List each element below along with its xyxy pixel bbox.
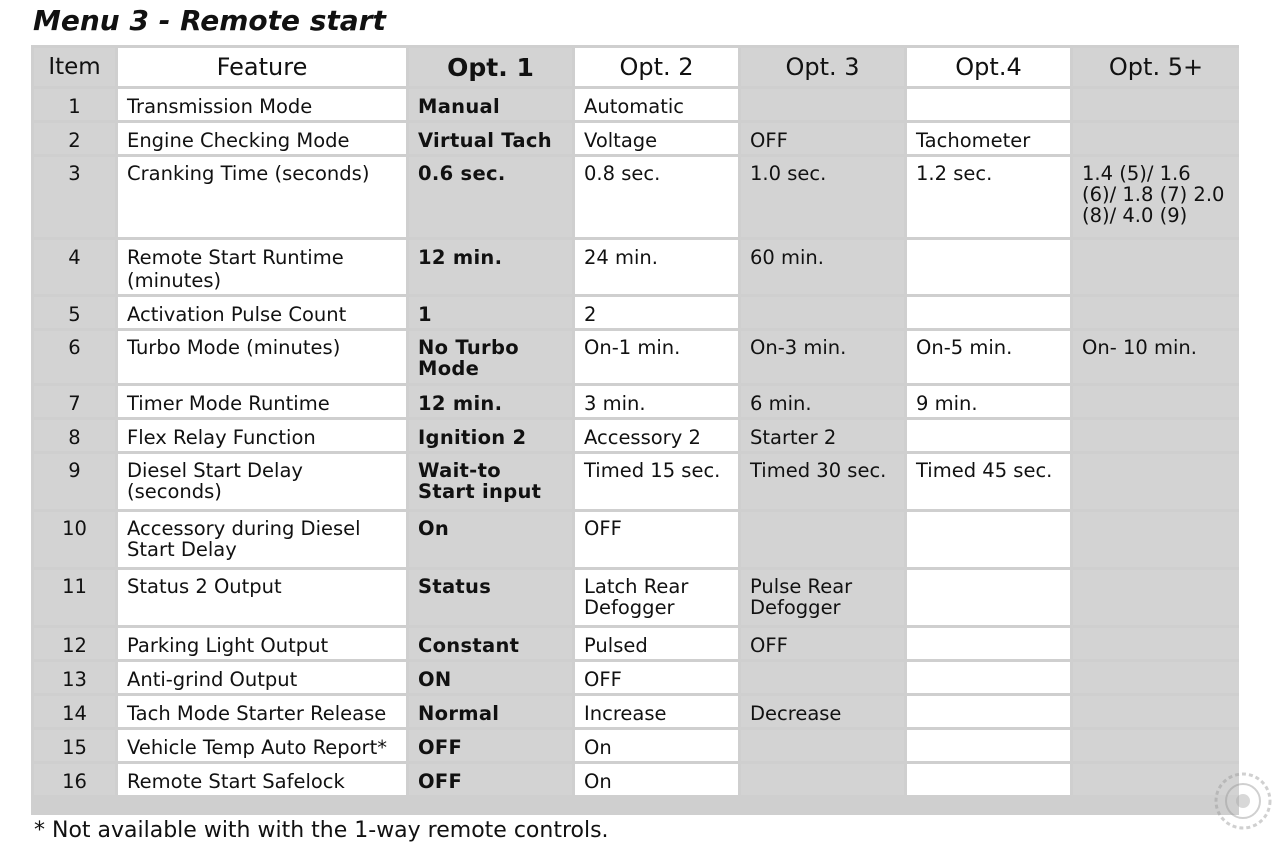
header-item: Item (34, 48, 115, 86)
footnote: * Not available with with the 1-way remote controls. (34, 818, 609, 843)
cell-opt4: 9 min. (907, 386, 1070, 417)
cell-opt3 (741, 297, 904, 328)
table-row (34, 420, 1239, 451)
cell-opt4 (907, 662, 1070, 693)
cell-opt5 (1073, 123, 1239, 154)
cell-feature: Flex Relay Function (118, 420, 406, 451)
cell-opt3 (741, 662, 904, 693)
cell-item: 16 (34, 764, 115, 795)
cell-feature: Diesel Start Delay (seconds) (118, 454, 406, 509)
cell-item: 9 (34, 454, 115, 509)
table-row (34, 157, 1239, 237)
table-row (34, 512, 1239, 567)
cell-item: 12 (34, 628, 115, 659)
header-opt2: Opt. 2 (575, 48, 738, 86)
table-row (34, 240, 1239, 294)
cell-opt4 (907, 570, 1070, 625)
table-row (34, 123, 1239, 154)
cell-opt1: Wait-to Start input (409, 454, 572, 509)
cell-opt4: Timed 45 sec. (907, 454, 1070, 509)
cell-opt4 (907, 297, 1070, 328)
table-row (34, 454, 1239, 509)
header-feature: Feature (118, 48, 406, 86)
cell-item: 2 (34, 123, 115, 154)
cell-opt3: 6 min. (741, 386, 904, 417)
cell-opt4 (907, 628, 1070, 659)
cell-opt4 (907, 240, 1070, 294)
cell-opt2: OFF (575, 662, 738, 693)
cell-feature: Status 2 Output (118, 570, 406, 625)
cell-opt1: Manual (409, 89, 572, 120)
cell-opt2: Timed 15 sec. (575, 454, 738, 509)
cell-opt1: Virtual Tach (409, 123, 572, 154)
cell-opt1: Normal (409, 696, 572, 727)
page-title: Menu 3 - Remote start (33, 4, 386, 37)
header-opt3: Opt. 3 (741, 48, 904, 86)
cell-opt2: On-1 min. (575, 331, 738, 383)
cell-opt1: 1 (409, 297, 572, 328)
table-row (34, 764, 1239, 795)
cell-feature: Engine Checking Mode (118, 123, 406, 154)
cell-feature: Transmission Mode (118, 89, 406, 120)
cell-opt3 (741, 512, 904, 567)
cell-opt4 (907, 764, 1070, 795)
cell-opt4: On-5 min. (907, 331, 1070, 383)
cell-opt5 (1073, 662, 1239, 693)
cell-opt2: 3 min. (575, 386, 738, 417)
cell-feature: Turbo Mode (minutes) (118, 331, 406, 383)
table-row (34, 696, 1239, 727)
options-table-frame (31, 45, 1239, 815)
cell-feature: Accessory during Diesel Start Delay (118, 512, 406, 567)
table-row (34, 331, 1239, 383)
cell-opt2: Accessory 2 (575, 420, 738, 451)
cell-feature: Anti-grind Output (118, 662, 406, 693)
cell-item: 3 (34, 157, 115, 237)
cell-opt4: Tachometer (907, 123, 1070, 154)
cell-opt1: No Turbo Mode (409, 331, 572, 383)
table-row (34, 628, 1239, 659)
cell-feature: Remote Start Safelock (118, 764, 406, 795)
cell-feature: Remote Start Runtime (minutes) (118, 240, 406, 294)
cell-opt3: 1.0 sec. (741, 157, 904, 237)
cell-item: 6 (34, 331, 115, 383)
cell-opt2: 24 min. (575, 240, 738, 294)
cell-opt4 (907, 512, 1070, 567)
cell-opt2: OFF (575, 512, 738, 567)
cell-opt3 (741, 764, 904, 795)
cell-opt5: 1.4 (5)/ 1.6 (6)/ 1.8 (7) 2.0 (8)/ 4.0 (9) (1073, 157, 1239, 237)
cell-opt5 (1073, 386, 1239, 417)
cell-opt1: Status (409, 570, 572, 625)
cell-opt1: OFF (409, 730, 572, 761)
cell-opt1: On (409, 512, 572, 567)
cell-opt3 (741, 730, 904, 761)
cell-opt5: On- 10 min. (1073, 331, 1239, 383)
cell-item: 8 (34, 420, 115, 451)
cell-opt5 (1073, 240, 1239, 294)
cell-opt5 (1073, 570, 1239, 625)
cell-opt3: OFF (741, 123, 904, 154)
cell-opt1: 12 min. (409, 386, 572, 417)
table-row (34, 297, 1239, 328)
cell-opt5 (1073, 89, 1239, 120)
cell-feature: Vehicle Temp Auto Report* (118, 730, 406, 761)
cell-item: 13 (34, 662, 115, 693)
cell-opt1: OFF (409, 764, 572, 795)
cell-opt5 (1073, 297, 1239, 328)
cell-item: 5 (34, 297, 115, 328)
cell-opt4 (907, 696, 1070, 727)
table-row (34, 730, 1239, 761)
cell-opt1: 0.6 sec. (409, 157, 572, 237)
cell-opt2: On (575, 730, 738, 761)
cell-opt3: Timed 30 sec. (741, 454, 904, 509)
header-row (34, 48, 1239, 86)
cell-opt3: 60 min. (741, 240, 904, 294)
cell-opt2: On (575, 764, 738, 795)
cell-feature: Parking Light Output (118, 628, 406, 659)
cell-opt2: Latch Rear Defogger (575, 570, 738, 625)
cell-opt5 (1073, 628, 1239, 659)
cell-opt3: OFF (741, 628, 904, 659)
cell-item: 10 (34, 512, 115, 567)
cell-opt5 (1073, 730, 1239, 761)
cell-opt1: ON (409, 662, 572, 693)
table-row (34, 89, 1239, 120)
table-row (34, 570, 1239, 625)
cell-opt1: 12 min. (409, 240, 572, 294)
cell-feature: Cranking Time (seconds) (118, 157, 406, 237)
cell-opt2: Pulsed (575, 628, 738, 659)
cell-opt5 (1073, 420, 1239, 451)
cell-opt2: Automatic (575, 89, 738, 120)
cell-opt5 (1073, 696, 1239, 727)
cell-opt2: 0.8 sec. (575, 157, 738, 237)
cell-opt2: Increase (575, 696, 738, 727)
cell-feature: Timer Mode Runtime (118, 386, 406, 417)
table-row (34, 386, 1239, 417)
cell-item: 15 (34, 730, 115, 761)
cell-opt5 (1073, 512, 1239, 567)
cell-feature: Activation Pulse Count (118, 297, 406, 328)
cell-opt3 (741, 89, 904, 120)
gear-seal-watermark-icon (1212, 770, 1274, 832)
options-table (31, 45, 1239, 798)
cell-item: 14 (34, 696, 115, 727)
cell-feature: Tach Mode Starter Release (118, 696, 406, 727)
header-opt5: Opt. 5+ (1073, 48, 1239, 86)
cell-opt2: Voltage (575, 123, 738, 154)
cell-opt4: 1.2 sec. (907, 157, 1070, 237)
cell-opt2: 2 (575, 297, 738, 328)
cell-opt5 (1073, 454, 1239, 509)
cell-item: 1 (34, 89, 115, 120)
cell-opt1: Constant (409, 628, 572, 659)
cell-item: 4 (34, 240, 115, 294)
cell-opt3: On-3 min. (741, 331, 904, 383)
table-row (34, 662, 1239, 693)
cell-opt3: Pulse Rear Defogger (741, 570, 904, 625)
header-opt1: Opt. 1 (409, 48, 572, 86)
cell-opt3: Decrease (741, 696, 904, 727)
cell-item: 11 (34, 570, 115, 625)
cell-item: 7 (34, 386, 115, 417)
cell-opt3: Starter 2 (741, 420, 904, 451)
cell-opt4 (907, 89, 1070, 120)
cell-opt4 (907, 420, 1070, 451)
cell-opt1: Ignition 2 (409, 420, 572, 451)
header-opt4: Opt.4 (907, 48, 1070, 86)
cell-opt4 (907, 730, 1070, 761)
